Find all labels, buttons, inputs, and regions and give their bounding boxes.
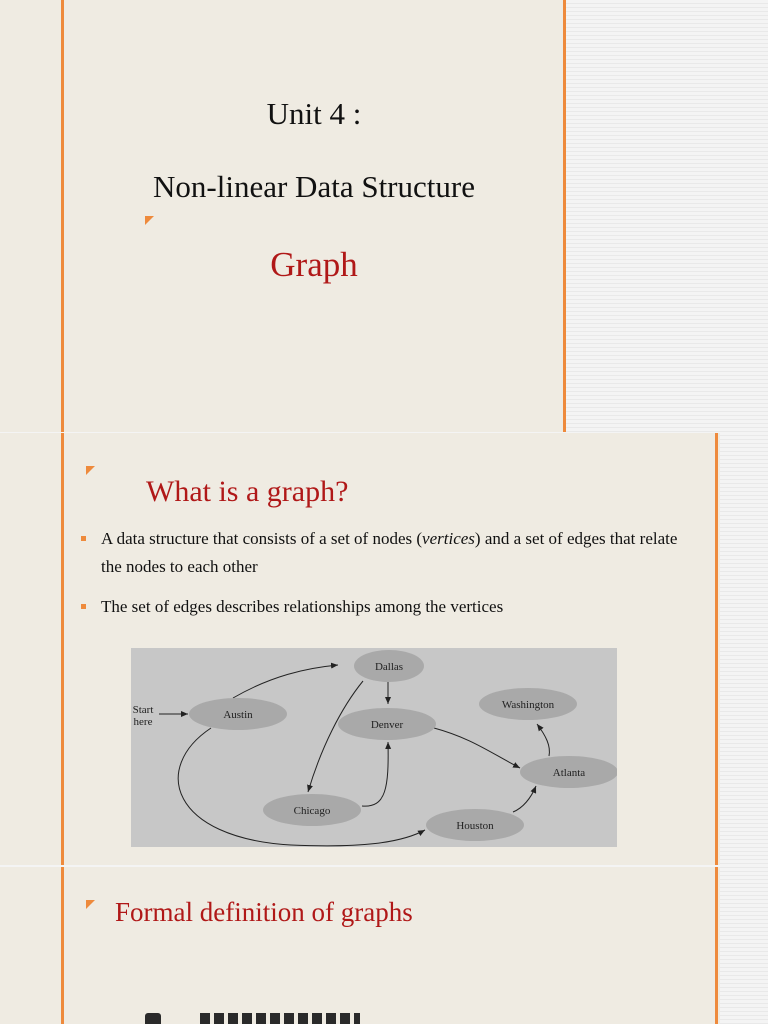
edge-atlanta-washington — [537, 724, 549, 756]
start-label-line1: Start — [132, 704, 154, 716]
slide-left-rule — [61, 433, 64, 865]
subtitle-heading: Non-linear Data Structure — [153, 169, 475, 204]
edge-chicago-denver — [362, 742, 388, 806]
node-label-austin: Austin — [223, 709, 253, 721]
square-bullet-icon — [81, 604, 86, 609]
bullet-text: A data structure that consists of a set of nodes ( — [101, 529, 423, 548]
unit-heading: Unit 4 : — [266, 96, 362, 131]
node-label-atlanta: Atlanta — [552, 767, 586, 779]
cropped-text-fragment — [200, 1013, 360, 1024]
node-label-dallas: Dallas — [374, 661, 404, 673]
topic-heading: Graph — [270, 245, 358, 284]
edge-austin-dallas — [233, 665, 338, 698]
triangle-bullet-icon — [86, 900, 95, 909]
graph-diagram-svg — [131, 648, 617, 847]
slide-formal-definition — [0, 867, 720, 1024]
triangle-bullet-icon — [145, 216, 154, 225]
slide-right-rule — [715, 867, 718, 1024]
slide-right-rule — [715, 433, 718, 865]
edge-denver-atlanta — [434, 728, 520, 768]
list-item — [80, 593, 680, 621]
graph-diagram — [131, 648, 617, 847]
node-label-houston: Houston — [456, 820, 494, 832]
bullet-text: ) and a set of edges that relate the nodes to each other — [101, 529, 678, 576]
node-label-washington: Washington — [501, 699, 555, 711]
cropped-text-fragment — [145, 1013, 161, 1024]
slide-left-rule — [61, 867, 64, 1024]
node-label-chicago: Chicago — [293, 805, 331, 817]
bullet-emphasis: vertices — [422, 529, 475, 548]
node-label-denver: Denver — [370, 719, 404, 731]
slide-heading: What is a graph? — [146, 475, 349, 508]
slide-title — [0, 0, 566, 432]
bullet-list — [80, 525, 680, 633]
slide-what-is-graph — [0, 433, 720, 865]
slide-left-rule — [61, 0, 64, 432]
slide-right-rule — [563, 0, 566, 432]
edge-houston-atlanta — [513, 786, 536, 812]
edge-dallas-chicago — [308, 681, 363, 792]
triangle-bullet-icon — [86, 466, 95, 475]
list-item — [80, 525, 680, 581]
start-label-line2: here — [133, 716, 153, 728]
slide-heading: Formal definition of graphs — [115, 897, 413, 927]
square-bullet-icon — [81, 536, 86, 541]
bullet-text: The set of edges describes relationships among the vertices — [101, 597, 504, 616]
